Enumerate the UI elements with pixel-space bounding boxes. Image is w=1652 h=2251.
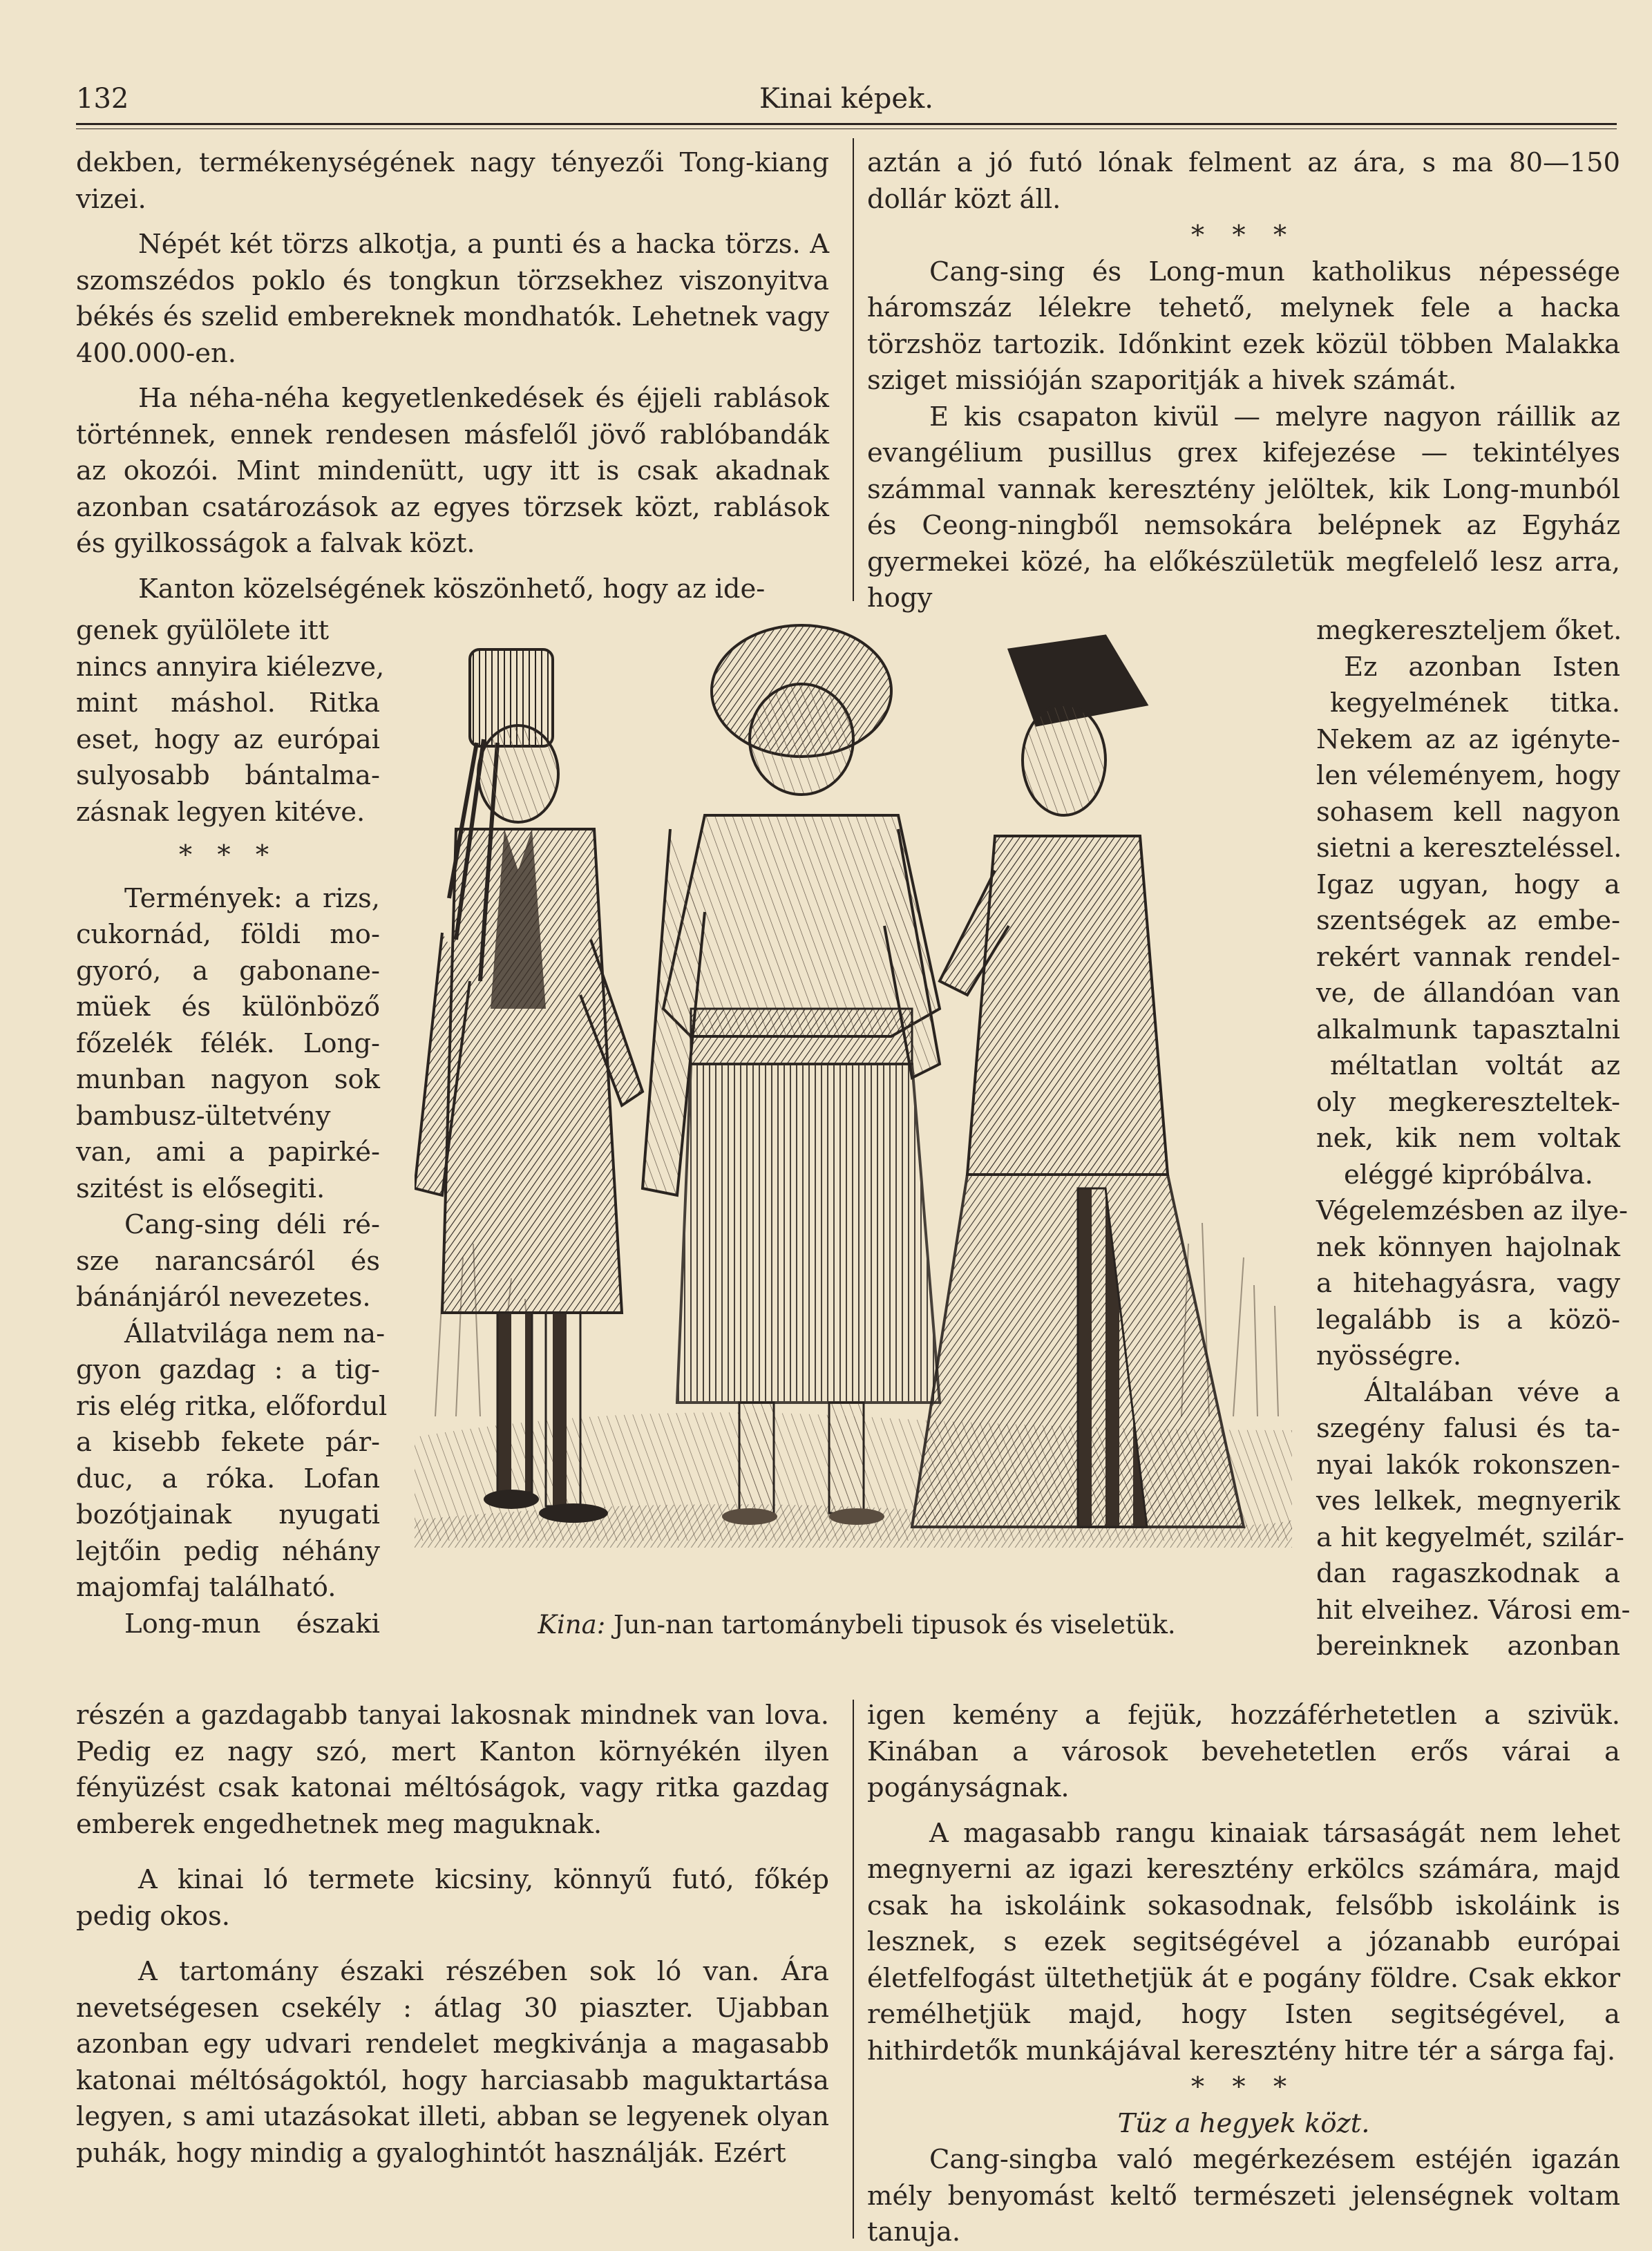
text-line: Cang-sing déli ré-	[124, 1209, 380, 1240]
paragraph: részén a gazdagabb tanyai lakosnak mindnek van lova. Pedig ez nagy szó, mert Kanton környékén ilyen fényüzést csak katonai méltóságok, vagy ritka gazdag emberek engedhetnek meg maguknak.	[76, 1700, 829, 1840]
text-line: sietni a kereszteléssel.	[1316, 833, 1622, 864]
paragraph: Cang-sing és Long-mun katholikus népessége háromszáz lélekre tehető, melynek fele a hacka törzshöz tartozik. Időnkint ezek közül többen Malakka sziget missióján szaporitják a hivek számát.	[867, 256, 1620, 396]
text-line: mint máshol. Ritka	[76, 687, 380, 719]
text-line: majomfaj található.	[76, 1572, 336, 1603]
caption-text: Jun-nan tartománybeli tipusok és viseletük.	[613, 1610, 1176, 1640]
text-line: nincs annyira kiélezve,	[76, 651, 385, 683]
paragraph: A magasabb rangu kinaiak társaságát nem lehet megnyerni az igazi keresztény erkölcs számára, majd csak ha iskoláink sokasodnak, felsőbb iskoláink is lesznek, s ezek segitségével a józanabb európai életfelfogást ültethetjük át e pogány földre. Csak ekkor remélhetjük majd, hogy Isten segitségével, a hithirdetők munkájával keresztény hitre tér a sárga faj.	[867, 1817, 1620, 2067]
section-title: Tüz a hegyek közt.	[1117, 2107, 1370, 2139]
header-rule	[76, 123, 1617, 125]
text-line: Állatvilága nem na-	[124, 1318, 386, 1349]
text-line: a hit kegyelmét, szilár-	[1316, 1521, 1624, 1553]
text-line: gyoró, a gabonane-	[76, 955, 380, 987]
paragraph: A kinai ló termete kicsiny, könnyű futó, főkép pedig okos.	[76, 1864, 829, 1932]
left-column-narrow	[76, 613, 388, 1642]
paragraph: A tartomány északi részében sok ló van. Ára nevetségesen csekély : átlag 30 piaszter. Ujabban azonban egy udvari rendelet megkivánja a magasabb katonai méltóságoktól, hogy harciasabb maguktartása legyen, s ami utazásokat illeti, abban se legyenek olyan puhák, hogy mindig a gyaloghintót használják. Ezért	[76, 1956, 829, 2169]
text-line: ris elég ritka, előfordul	[76, 1390, 388, 1422]
text-line: müek és különböző	[76, 991, 380, 1023]
text-line: nek könnyen hajolnak	[1316, 1231, 1620, 1263]
text-line: a hitehagyásra, vagy	[1316, 1268, 1620, 1299]
paragraph: Népét két törzs alkotja, a punti és a hacka törzs. A szomszédos poklo és tongkun törzsekhez viszonyitva békés és szelid embereknek mondhatók. Lehetnek vagy 400.000-en.	[76, 229, 829, 369]
column-divider-top	[853, 138, 854, 601]
text-line: nek, kik nem voltak	[1316, 1123, 1620, 1154]
text-line: szentségek az embe-	[1316, 905, 1620, 936]
text-line: Végelemzésben az ilye-	[1316, 1195, 1629, 1226]
text-line: bánánjáról nevezetes.	[76, 1282, 371, 1313]
text-line: van, ami a papirké-	[76, 1137, 380, 1168]
text-line: legalább is a közö-	[1316, 1304, 1620, 1336]
paragraph: igen kemény a fejük, hozzáférhetetlen a szivük. Kinában a városok bevehetetlen erős várai a pogányságnak.	[867, 1700, 1620, 1803]
paragraph: Cang-singba való megérkezésem estéjén igazán mély benyomást keltő természeti jelenségnek voltam tanuja.	[867, 2144, 1620, 2248]
text-line: méltatlan voltát az	[1330, 1050, 1620, 1081]
text-line: Általában véve a	[1365, 1376, 1620, 1408]
text-line: duc, a róka. Lofan	[76, 1463, 380, 1494]
text-line: bereinknek azonban	[1316, 1631, 1620, 1662]
text-line: alkalmunk tapasztalni	[1316, 1014, 1620, 1045]
text-line: Termények: a rizs,	[124, 882, 380, 914]
text-line: eset, hogy az európai	[76, 723, 380, 755]
text-line: Ez azonban Isten	[1344, 651, 1620, 683]
three-women-engraving	[415, 622, 1292, 1610]
paragraph: E kis csapaton kivül — melyre nagyon ráillik az evangélium pusillus grex kifejezése — tekintélyes számmal vannak keresztény jelöltek, kik Long-munból és Ceong-ningből nemsokára belépnek az Egyház gyermekei közé, ha előkészületük megfelelő lesz arra, hogy	[867, 401, 1620, 614]
text-line: megkereszteljem őket.	[1316, 615, 1622, 646]
text-line: gyon gazdag : a tig-	[76, 1354, 380, 1385]
text-line: lejtőin pedig néhány	[76, 1535, 380, 1567]
text-line: ve, de állandóan van	[1316, 978, 1620, 1009]
figure-caption	[442, 1610, 1271, 1640]
text-line: oly megkereszteltek-	[1316, 1086, 1620, 1118]
text-line: dan ragaszkodnak a	[1316, 1558, 1620, 1589]
text-line: genek gyülölete itt	[76, 615, 330, 646]
text-line: bozótjainak nyugati	[76, 1499, 380, 1530]
paragraph: dekben, termékenységének nagy tényezői Tong-kiang vizei.	[76, 147, 829, 215]
paragraph: Kanton közelségének köszönhető, hogy az ide-	[138, 573, 766, 605]
section-stars: * * *	[178, 839, 278, 871]
text-line: Long-mun északi	[124, 1608, 380, 1640]
text-line: sze narancsáról és	[76, 1245, 380, 1277]
text-line: a kisebb fekete pár-	[76, 1427, 380, 1458]
page-header	[76, 83, 1617, 131]
paragraph: aztán a jó futó lónak felment az ára, s ma 80—150 dollár közt áll.	[867, 147, 1620, 215]
text-line: munban nagyon sok	[76, 1064, 380, 1095]
page-number: 132	[76, 83, 129, 115]
left-column-bottom	[76, 1698, 829, 2172]
text-line: len véleményem, hogy	[1316, 760, 1620, 791]
text-line: zásnak legyen kitéve.	[76, 796, 365, 828]
paragraph: Ha néha-néha kegyetlenkedések és éjjeli rablások történnek, ennek rendesen másfelől jövő rablóbandák az okozói. Mint mindenütt, ugy itt is csak akadnak azonban csatározások az egyes törzsek közt, rablások és gyilkosságok a falvak közt.	[76, 383, 829, 559]
text-line: rekért vannak rendel-	[1316, 941, 1620, 973]
text-line: bambusz-ültetvény	[76, 1100, 331, 1132]
right-column-top	[867, 145, 1620, 617]
text-line: cukornád, földi mo-	[76, 919, 380, 950]
caption-lead: Kina:	[538, 1610, 606, 1640]
running-head: Kinai képek.	[759, 83, 933, 115]
engraving-illustration	[415, 622, 1292, 1610]
text-line: Nekem az az igényte-	[1316, 723, 1620, 755]
section-stars: * * *	[1190, 220, 1297, 251]
text-line: sulyosabb bántalma-	[76, 760, 380, 791]
text-line: nyai lakók rokonszen-	[1316, 1449, 1620, 1481]
text-line: Igaz ugyan, hogy a	[1316, 868, 1620, 900]
text-line: szitést is elősegiti.	[76, 1172, 325, 1204]
text-line: sohasem kell nagyon	[1316, 796, 1620, 828]
text-line: nyösségre.	[1316, 1340, 1462, 1371]
left-column-top	[76, 145, 829, 607]
text-line: ves lelkek, megnyerik	[1316, 1485, 1620, 1517]
section-stars: * * *	[1190, 2071, 1297, 2102]
text-line: eléggé kipróbálva.	[1344, 1159, 1593, 1190]
column-divider-bottom	[853, 1700, 854, 2239]
text-line: főzelék félék. Long-	[76, 1027, 380, 1059]
right-column-narrow	[1316, 613, 1631, 1665]
text-line: hit elveihez. Városi em-	[1316, 1594, 1631, 1626]
right-column-bottom	[867, 1698, 1620, 2251]
text-line: kegyelmének titka.	[1330, 687, 1620, 719]
text-line: szegény falusi és ta-	[1316, 1413, 1620, 1444]
